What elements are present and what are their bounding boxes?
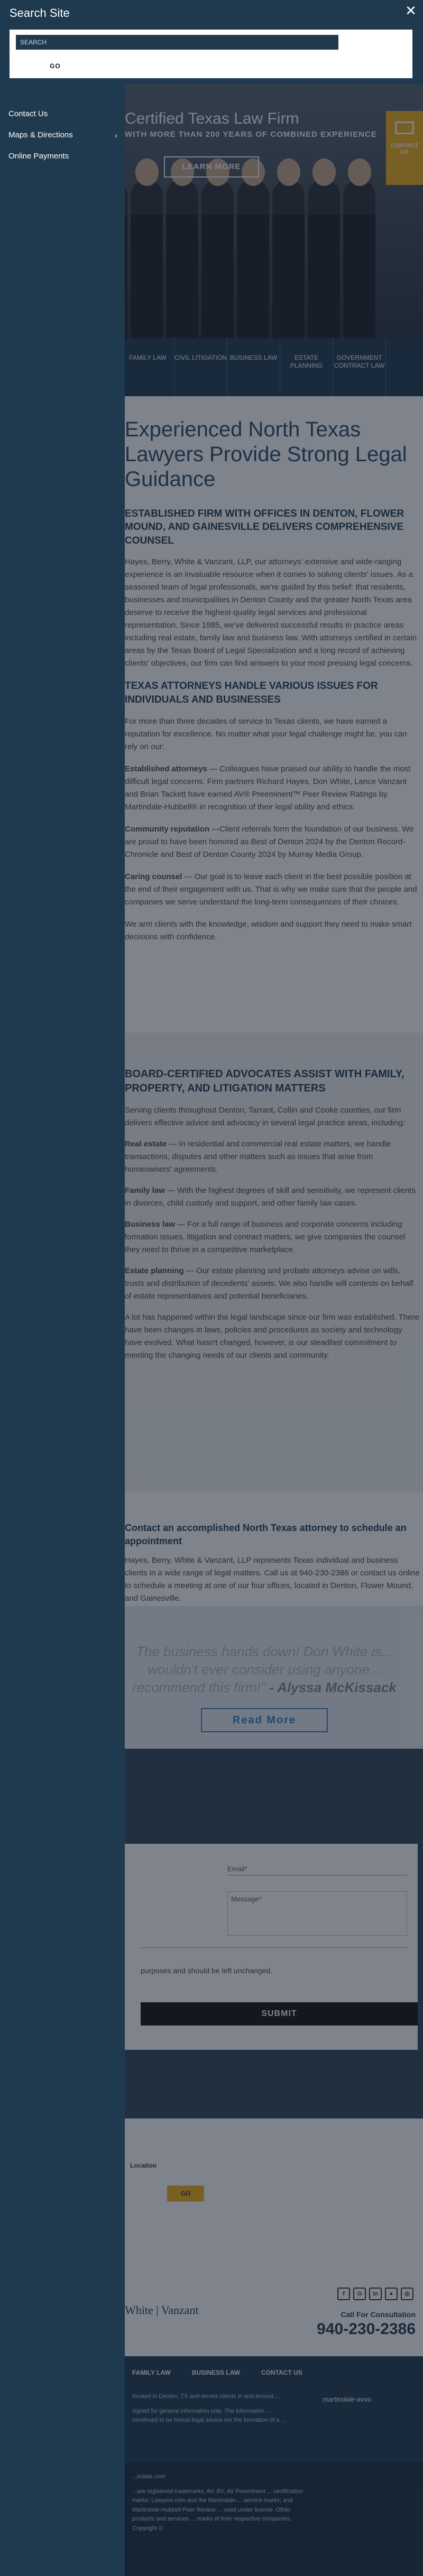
close-icon[interactable]: ✕ — [405, 3, 417, 18]
search-box — [10, 30, 412, 78]
chevron-right-icon: › — [115, 131, 117, 139]
search-go-button[interactable]: GO — [50, 62, 61, 70]
search-title: Search Site — [10, 6, 70, 20]
menu-item-contact-us[interactable]: Contact Us — [8, 109, 48, 118]
menu-item-online-payments[interactable]: Online Payments — [8, 152, 69, 161]
side-menu — [0, 0, 125, 2576]
menu-list — [0, 104, 125, 167]
search-input[interactable] — [16, 35, 338, 50]
menu-item-maps-directions[interactable]: Maps & Directions › — [0, 125, 125, 146]
search-panel — [0, 0, 423, 85]
